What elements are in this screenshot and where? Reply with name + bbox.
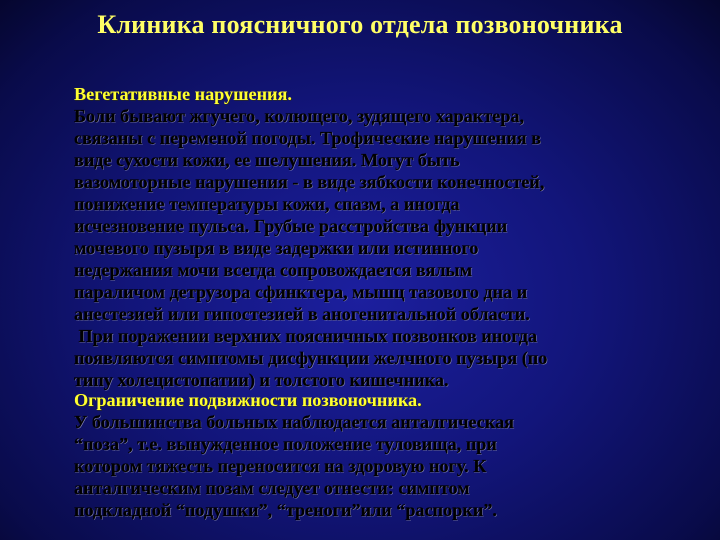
slide-title: Клиника поясничного отдела позвоночника [97, 10, 623, 39]
text-line: понижение температуры кожи, спазм, а иногда [74, 194, 460, 214]
text-line: связаны с переменой погоды. Трофические нарушения в [74, 128, 542, 148]
text-line: Боли бывают жгучего, колющего, зудящего характера, [74, 106, 525, 126]
spine-mobility-section [74, 389, 710, 521]
text-line: анестезией или гипостезией в аногенитальной области. [74, 304, 530, 324]
text-line: вазомоторные нарушения - в виде зябкости конечностей, [74, 172, 545, 192]
text-line: недержания мочи всегда сопровождается вялым [74, 260, 473, 280]
text-line: подкладной “подушки”, “треноги”или “распорки”. [74, 500, 497, 520]
text-line: котором тяжесть переносится на здоровую ногу. К [74, 456, 487, 476]
text-line: типу холецистопатии) и толстого кишечника. [74, 370, 449, 390]
text-line: мочевого пузыря в виде задержки или истинного [74, 238, 479, 258]
text-line: При поражении верхних поясничных позвонков иногда [74, 326, 538, 346]
text-line: У большинства больных наблюдается анталгическая [74, 412, 514, 432]
vegetative-disorders-section [74, 83, 710, 391]
text-line: появляются симптомы дисфункции желчного пузыря (по [74, 348, 548, 368]
text-line: исчезновение пульса. Грубые расстройства функции [74, 216, 508, 236]
text-line: виде сухости кожи, ее шелушения. Могут быть [74, 150, 460, 170]
section-heading-vegetative: Вегетативные нарушения. [74, 84, 292, 104]
text-line: анталгическим позам следует отнести: симптом [74, 478, 470, 498]
text-line: параличом детрузора сфинктера, мышц тазового дна и [74, 282, 528, 302]
text-line: “поза”, т.е. вынужденное положение туловища, при [74, 434, 497, 454]
section-heading-mobility: Ограничение подвижности позвоночника. [74, 390, 422, 410]
